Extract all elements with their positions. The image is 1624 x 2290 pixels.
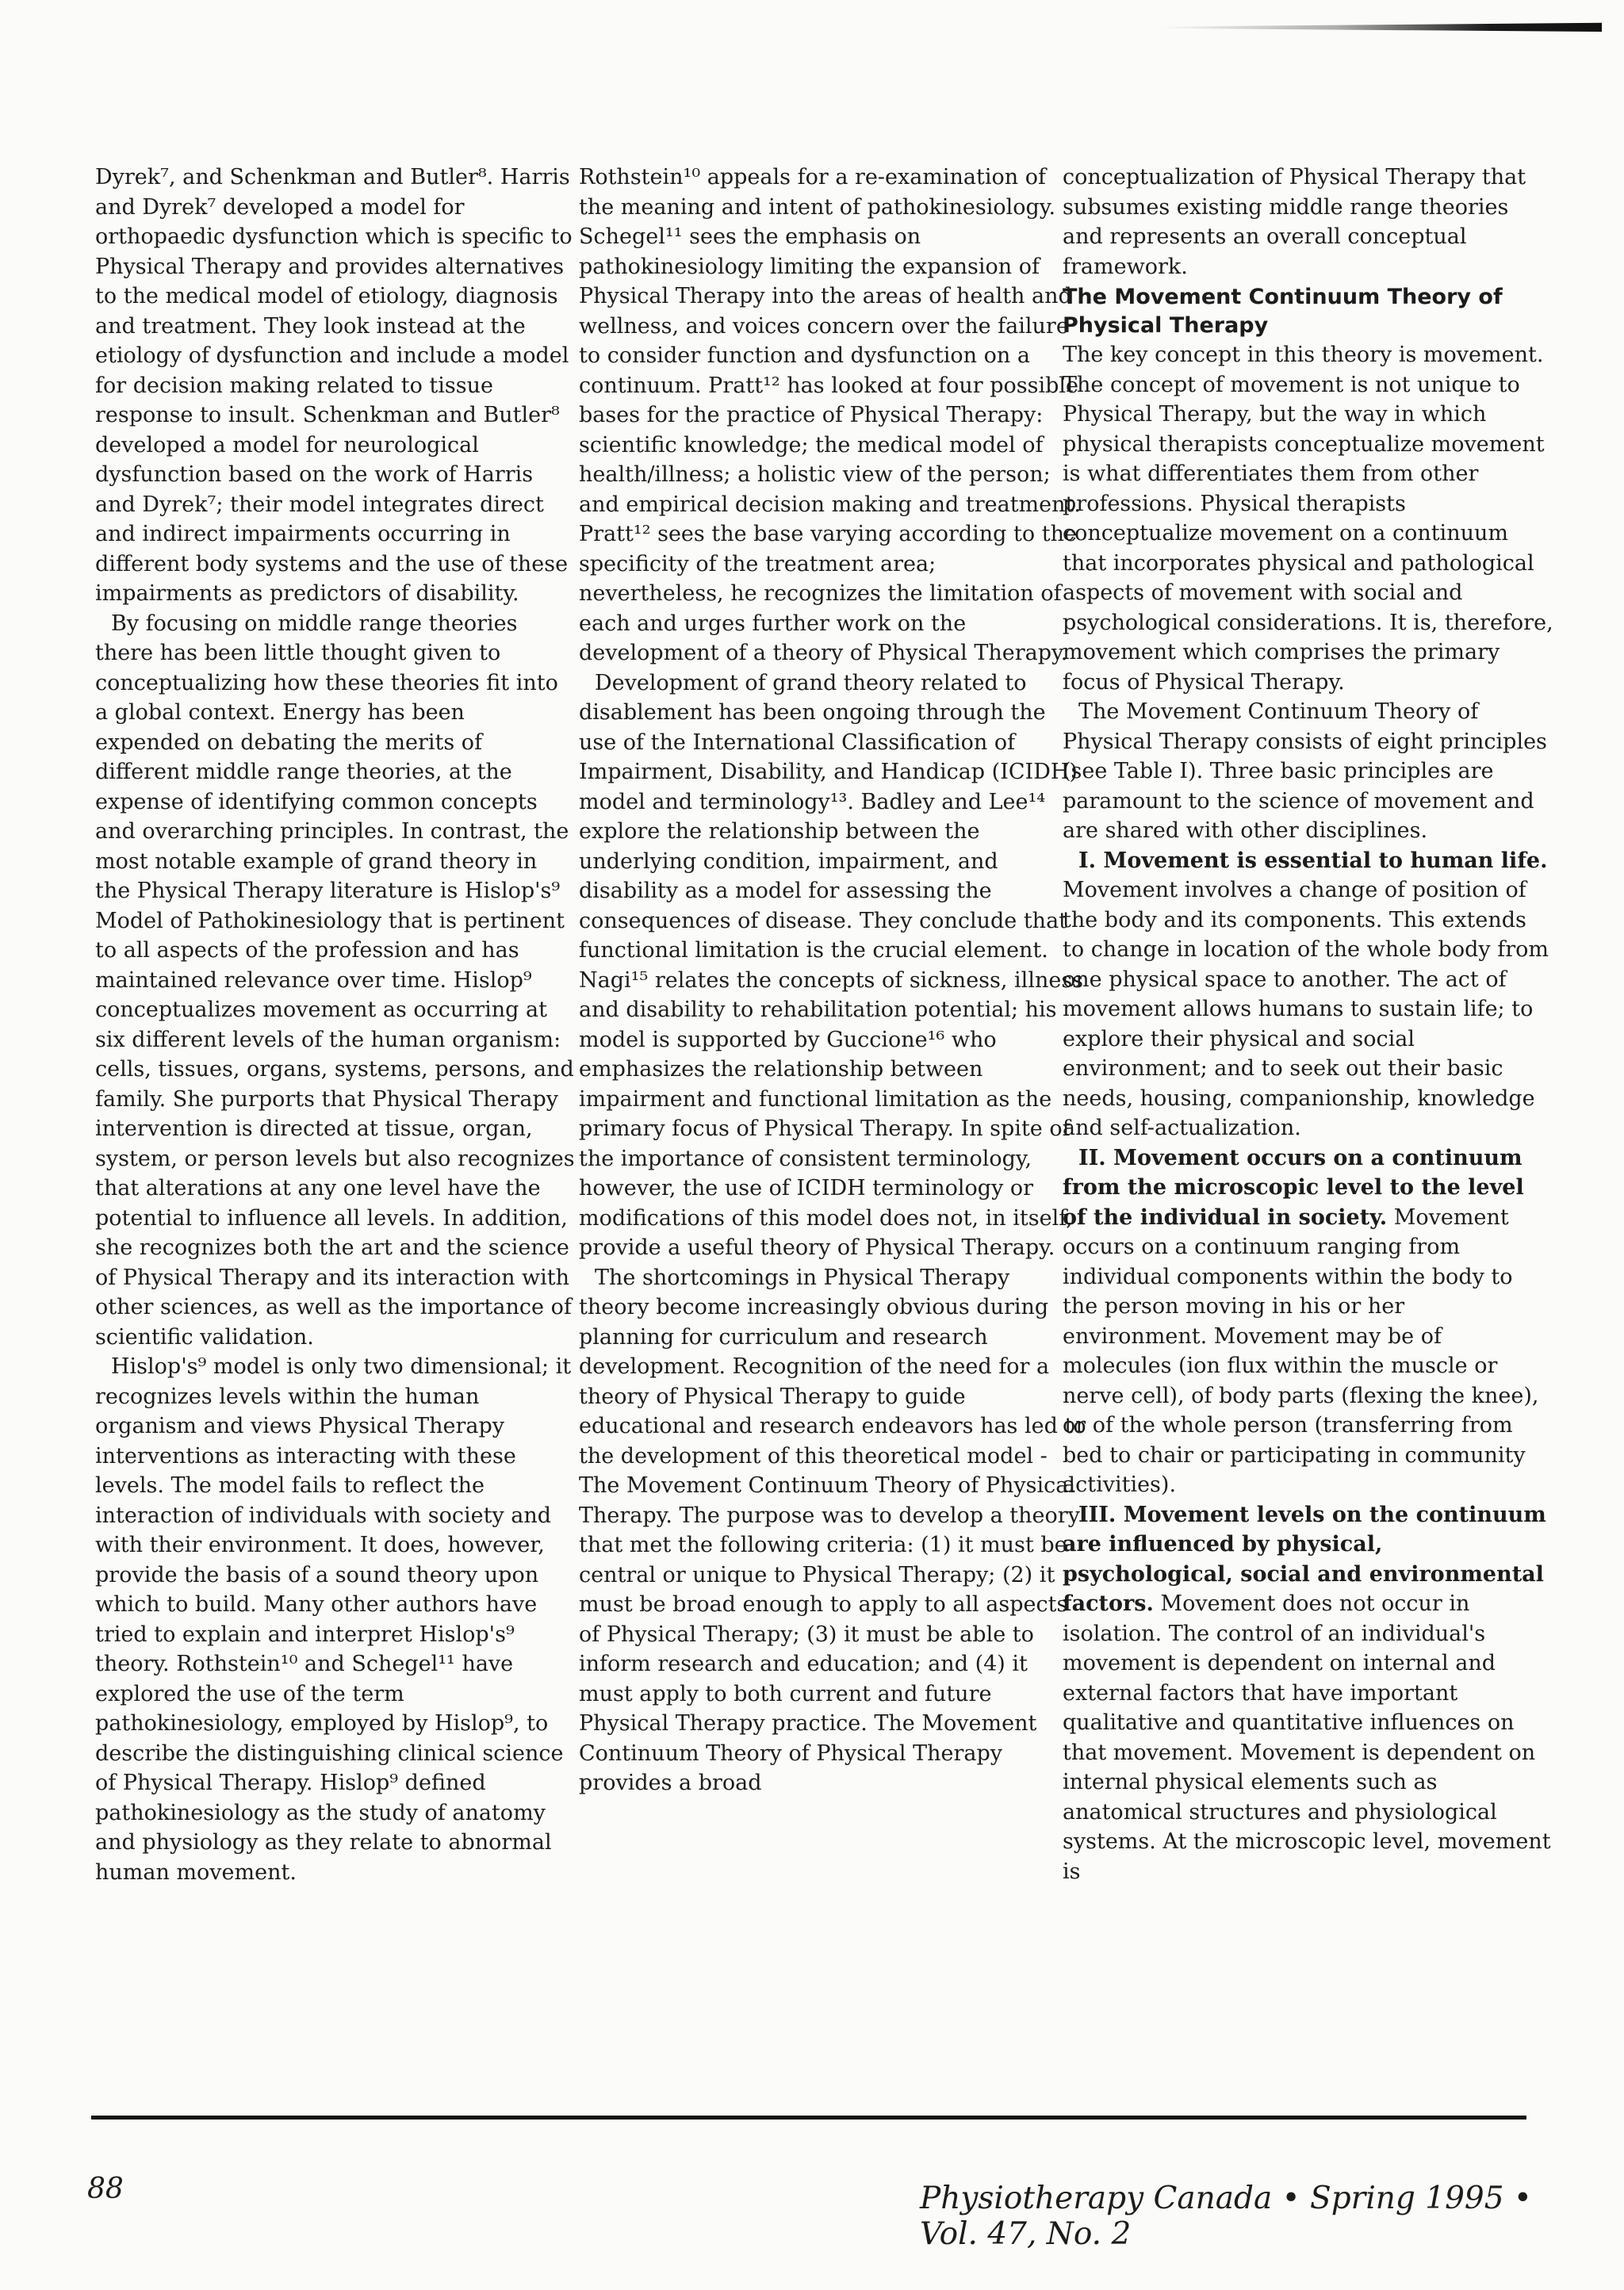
paragraph: The key concept in this theory is movement. The concept of movement is not unique to Physical Therapy, but the way in which physical therapists conceptualize movement is what differentiates them from other professions. Physical therapists conceptualize movement on a continuum that incorporates physical and pathological aspects of movement with social and psychological considerations. It is, therefore, movement which comprises the primary focus of Physical Therapy. bbox=[1063, 343, 1553, 695]
principle-text: Movement involves a change of position of the body and its components. This extends to change in location of the whole body from one physical space to another. The act of movement allows humans to sustain life; to explore their physical and social environment; and to seek out their basic needs, housing, companionship, knowledge and self-actualization. bbox=[1063, 878, 1549, 1140]
journal-citation: Physiotherapy Canada • Spring 1995 • Vol. 47, No. 2 bbox=[920, 2181, 1532, 2252]
principle-text: Movement does not occur in isolation. The control of an individual's movement is dependent on internal and external factors that have important qualitative and quantitative influences on that movement. Movement is dependent on internal physical elements such as anatomical structures and physiological systems. At the microscopic level, movement is bbox=[1063, 1591, 1551, 1884]
principle-2 bbox=[1063, 1143, 1554, 1500]
paragraph: The Movement Continuum Theory of Physical Therapy consists of eight principles (see Table I). Three basic principles are paramount to the science of movement and are shared with other disciplines. bbox=[1063, 699, 1547, 843]
section-heading: The Movement Continuum Theory of Physical Therapy bbox=[1063, 285, 1503, 338]
paragraph: Hislop's⁹ model is only two dimensional; it recognizes levels within the human organism and views Physical Therapy interventions as interacting with these levels. The model fails to reflect the interaction of individuals with society and with their environment. It does, however, provide the basis of a sound theory upon which to build. Many other authors have tried to explain and interpret Hislop's⁹ theory. Rothstein¹⁰ and Schegel¹¹ have explored the use of the term pathokinesiology, employed by Hislop⁹, to describe the distinguishing clinical science of Physical Therapy. Hislop⁹ defined pathokinesiology as the study of anatomy and physiology as they relate to abnormal human movement. bbox=[95, 1354, 572, 1885]
principle-title: III. Movement levels on the continuum are influenced by physical, psychological, social and environmental factors. bbox=[1063, 1502, 1546, 1616]
paragraph: Development of grand theory related to disablement has been ongoing through the use of the International Classification of Impairment, Disability, and Handicap (ICIDH) model and terminology¹³. Badley and Lee¹⁴ explore the relationship between the underlying condition, impairment, and disability as a model for assessing the consequences of disease. They conclude that functional limitation is the crucial element. Nagi¹⁵ relates the concepts of sickness, illness and disability to rehabilitation potential; his model is supported by Guccione¹⁶ who emphasizes the relationship between impairment and functional limitation as the primary focus of Physical Therapy. In spite of the importance of consistent terminology, however, the use of ICIDH terminology or modifications of this model does not, in itself, provide a useful theory of Physical Therapy. bbox=[579, 670, 1084, 1260]
footer-rule bbox=[91, 2116, 1526, 2120]
principle-title: I. Movement is essential to human life. bbox=[1078, 848, 1548, 873]
paragraph: conceptualization of Physical Therapy that subsumes existing middle range theories and represents an overall conceptual framework. bbox=[1063, 165, 1526, 279]
paragraph: Dyrek⁷, and Schenkman and Butler⁸. Harris and Dyrek⁷ developed a model for orthopaedic dysfunction which is specific to Physical Therapy and provides alternatives to the medical model of etiology, diagnosis and treatment. They look instead at the etiology of dysfunction and include a model for decision making related to tissue response to insult. Schenkman and Butler⁸ developed a model for neurological dysfunction based on the work of Harris and Dyrek⁷; their model integrates direct and indirect impairments occurring in different body systems and the use of these impairments as predictors of disability. bbox=[95, 165, 573, 606]
principle-title: II. Movement occurs on a continuum from the microscopic level to the level of the individual in society. bbox=[1063, 1145, 1524, 1230]
column-3 bbox=[1063, 163, 1554, 1886]
top-rule bbox=[1158, 21, 1602, 32]
principle-3 bbox=[1063, 1500, 1554, 1887]
column-2 bbox=[579, 163, 1086, 1798]
column-1 bbox=[95, 163, 575, 1887]
paragraph: The shortcomings in Physical Therapy theory become increasingly obvious during planning for curriculum and research development. Recognition of the need for a theory of Physical Therapy to guide educational and research endeavors has led to the development of this theoretical model - The Movement Continuum Theory of Physical Therapy. The purpose was to develop a theory that met the following criteria: (1) it must be central or unique to Physical Therapy; (2) it must be broad enough to apply to all aspects of Physical Therapy; (3) it must be able to inform research and education; and (4) it must apply to both current and future Physical Therapy practice. The Movement Continuum Theory of Physical Therapy provides a broad bbox=[579, 1265, 1086, 1795]
principle-1 bbox=[1063, 846, 1554, 1143]
principle-text: Movement occurs on a continuum ranging from individual components within the body to the person moving in his or her environment. Movement may be of molecules (ion flux within the muscle or nerve cell), of body parts (flexing the knee), or of the whole person (transferring from bed to chair or participating in community activities). bbox=[1063, 1204, 1539, 1497]
paragraph: By focusing on middle range theories there has been little thought given to conceptualizing how these theories fit into a global context. Energy has been expended on debating the merits of different middle range theories, at the expense of identifying common concepts and overarching principles. In contrast, the most notable example of grand theory in the Physical Therapy literature is Hislop's⁹ Model of Pathokinesiology that is pertinent to all aspects of the profession and has maintained relevance over time. Hislop⁹ conceptualizes movement as occurring at six different levels of the human organism: cells, tissues, organs, systems, persons, and family. She purports that Physical Therapy intervention is directed at tissue, organ, system, or person levels but also recognizes that alterations at any one level have the potential to influence all levels. In addition, she recognizes both the art and the science of Physical Therapy and its interaction with other sciences, as well as the importance of scientific validation. bbox=[95, 611, 575, 1350]
page-number: 88 bbox=[87, 2173, 124, 2205]
paragraph: Rothstein¹⁰ appeals for a re-examination of the meaning and intent of pathokinesiology. Schegel¹¹ sees the emphasis on pathokinesiology limiting the expansion of Physical Therapy into the areas of health and wellness, and voices concern over the failure to consider function and dysfunction on a continuum. Pratt¹² has looked at four possible bases for the practice of Physical Therapy: scientific knowledge; the medical model of health/illness; a holistic view of the person; and empirical decision making and treatment. Pratt¹² sees the base varying according to the specificity of the treatment area; nevertheless, he recognizes the limitation of each and urges further work on the development of a theory of Physical Therapy. bbox=[579, 165, 1081, 665]
